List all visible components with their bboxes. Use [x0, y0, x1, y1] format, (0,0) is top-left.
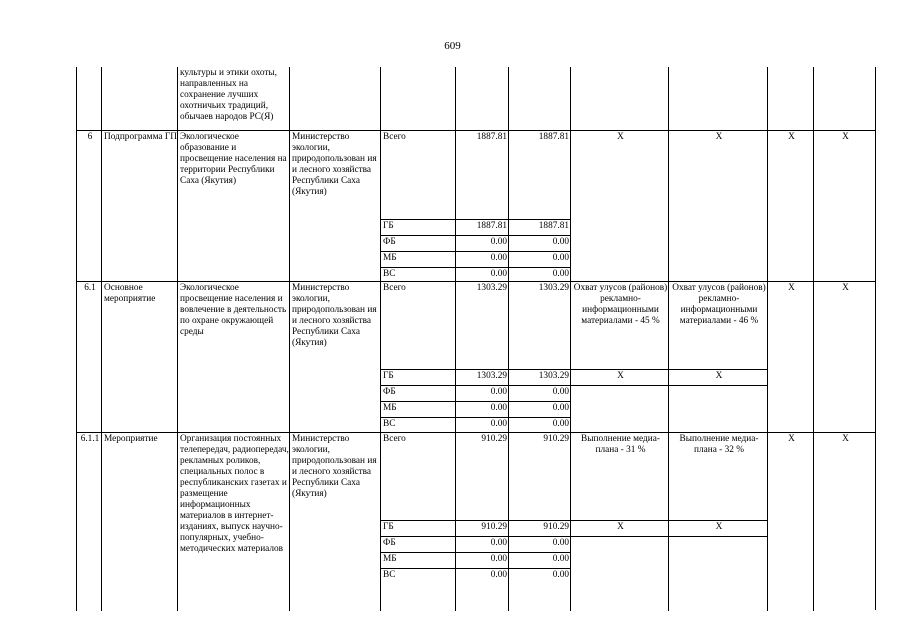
source-label: ФБ — [380, 235, 456, 252]
amount-year: 0.00 — [508, 536, 571, 553]
mark-col-1: Х — [767, 281, 814, 433]
amount-total: 0.00 — [455, 568, 509, 611]
amount-total: 0.00 — [455, 251, 509, 268]
amount-year: 1303.29 — [508, 369, 571, 386]
amount-year: 910.29 — [508, 520, 571, 537]
amount-total: 910.29 — [455, 520, 509, 537]
amount-total: 1303.29 — [455, 369, 509, 386]
row-name: Экологическое образование и просвещение населения на территории Республики Саха (Якутия) — [177, 130, 290, 282]
cont-cell-10 — [813, 67, 876, 131]
cont-name-cell: культуры и этики охоты, направленных на сохранение лучших охотничьих традиций, обычаев народов РС(Я) — [177, 67, 290, 131]
cont-cell-9 — [767, 67, 814, 131]
amount-year: 0.00 — [508, 401, 571, 418]
mark-col-1: Х — [767, 432, 814, 611]
cont-cell-0 — [76, 67, 102, 131]
table-right-border — [875, 67, 876, 610]
cont-cell-6 — [508, 67, 571, 131]
indicator-plan-empty — [570, 385, 669, 433]
indicator-plan-gb: Х — [570, 369, 669, 386]
cont-cell-7 — [570, 67, 669, 131]
source-label: МБ — [380, 251, 456, 268]
cont-cell-5 — [455, 67, 509, 131]
amount-year: 1887.81 — [508, 219, 571, 236]
indicator-fact-gb: Х — [668, 369, 768, 386]
mark-col-1: Х — [767, 130, 814, 282]
indicator-plan: Выполнение медиа-плана - 31 % — [570, 432, 669, 521]
source-label: ГБ — [380, 219, 456, 236]
source-label: ГБ — [380, 520, 456, 537]
indicator-fact: Х — [668, 130, 768, 282]
row-name: Экологическое просвещение населения и вовлечение в деятельность по охране окружающей среды — [177, 281, 290, 433]
amount-total: 0.00 — [455, 417, 509, 433]
amount-year: 0.00 — [508, 552, 571, 569]
amount-year: 0.00 — [508, 235, 571, 252]
source-label: Всего — [380, 432, 456, 521]
row-type: Мероприятие — [101, 432, 178, 611]
row-number: 6 — [76, 130, 102, 282]
amount-year: 0.00 — [508, 251, 571, 268]
row-number: 6.1 — [76, 281, 102, 433]
amount-total: 0.00 — [455, 401, 509, 418]
source-label: Всего — [380, 281, 456, 370]
source-label: Всего — [380, 130, 456, 220]
source-label: ВС — [380, 568, 456, 611]
amount-total: 0.00 — [455, 235, 509, 252]
mark-col-2: Х — [813, 281, 876, 433]
indicator-plan-empty — [570, 536, 669, 611]
cont-cell-1 — [101, 67, 178, 131]
row-executor: Министерство экологии, природопользован ия и лесного хозяйства Республики Саха (Якутия) — [289, 432, 381, 611]
indicator-fact-empty — [668, 536, 768, 611]
amount-year: 0.00 — [508, 385, 571, 402]
indicator-fact: Выполнение медиа-плана - 32 % — [668, 432, 768, 521]
indicator-plan-gb: Х — [570, 520, 669, 537]
amount-total: 1887.81 — [455, 219, 509, 236]
cont-cell-3 — [289, 67, 381, 131]
indicator-fact: Охват улусов (районов) рекламно-информационными материалами - 46 % — [668, 281, 768, 370]
cont-cell-4 — [380, 67, 456, 131]
row-type: Подпрограмма ГП — [101, 130, 178, 282]
amount-total: 1887.81 — [455, 130, 509, 220]
cont-cell-8 — [668, 67, 768, 131]
mark-col-2: Х — [813, 130, 876, 282]
indicator-plan: Х — [570, 130, 669, 282]
row-number: 6.1.1 — [76, 432, 102, 611]
row-executor: Министерство экологии, природопользован ия и лесного хозяйства Республики Саха (Якутия) — [289, 130, 381, 282]
row-executor: Министерство экологии, природопользован ия и лесного хозяйства Республики Саха (Якутия) — [289, 281, 381, 433]
indicator-fact-empty — [668, 385, 768, 433]
source-label: ГБ — [380, 369, 456, 386]
amount-year: 1303.29 — [508, 281, 571, 370]
row-name: Организация постоянных телепередач, радиопередач, рекламных роликов, специальных полос в республиканских газетах и размещение информационных материалов в интернет-изданиях, выпуск научно-популярных, учебно-методических материалов — [177, 432, 290, 611]
amount-year: 0.00 — [508, 568, 571, 611]
source-label: МБ — [380, 552, 456, 569]
amount-total: 0.00 — [455, 552, 509, 569]
source-label: МБ — [380, 401, 456, 418]
page-number: 609 — [444, 40, 461, 52]
indicator-plan: Охват улусов (районов) рекламно-информационными материалами - 45 % — [570, 281, 669, 370]
amount-year: 1887.81 — [508, 130, 571, 220]
amount-total: 1303.29 — [455, 281, 509, 370]
amount-total: 0.00 — [455, 536, 509, 553]
amount-year: 910.29 — [508, 432, 571, 521]
mark-col-2: Х — [813, 432, 876, 611]
source-label: ВС — [380, 417, 456, 433]
source-label: ФБ — [380, 536, 456, 553]
source-label: ВС — [380, 267, 456, 282]
indicator-fact-gb: Х — [668, 520, 768, 537]
amount-year: 0.00 — [508, 417, 571, 433]
amount-total: 0.00 — [455, 385, 509, 402]
amount-total: 910.29 — [455, 432, 509, 521]
row-type: Основное мероприятие — [101, 281, 178, 433]
amount-year: 0.00 — [508, 267, 571, 282]
amount-total: 0.00 — [455, 267, 509, 282]
source-label: ФБ — [380, 385, 456, 402]
